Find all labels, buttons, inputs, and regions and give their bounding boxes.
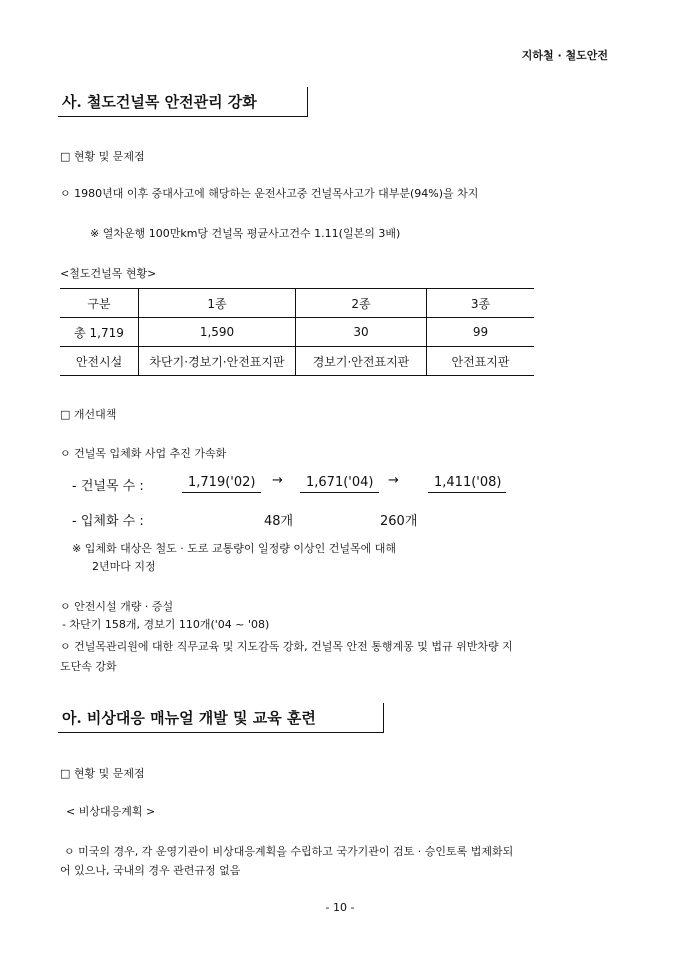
running-header: 지하철 · 철도안전 <box>521 49 608 62</box>
improvement-heading: □ 개선대책 <box>60 408 117 421</box>
crossing-count-2004: 1,671('04) <box>300 475 379 493</box>
status-heading-a: □ 현황 및 문제점 <box>60 767 145 780</box>
bullet-grade-separation: ㅇ 건널목 입체화 사업 추진 가속화 <box>60 447 227 460</box>
section-title-sa: 사. 철도건널목 안전관리 강화 <box>58 87 308 117</box>
table-cell: 총 1,719 <box>60 318 139 347</box>
table-cell: 차단기·경보기·안전표지판 <box>139 347 296 376</box>
bullet-guard-training-cont: 도단속 강화 <box>60 660 117 673</box>
bullet-guard-training: ㅇ 건널목관리원에 대한 직무교육 및 지도감독 강화, 건널목 안전 통행계몽 및 법규 위반차량 지 <box>60 640 513 653</box>
bullet-safety-facilities: ㅇ 안전시설 개량 · 증설 <box>60 600 174 613</box>
table-cell: 99 <box>427 318 535 347</box>
table-cell: 30 <box>296 318 427 347</box>
table-cell: 1,590 <box>139 318 296 347</box>
table-caption: <철도건널목 현황> <box>60 267 157 280</box>
crossing-count-2002: 1,719('02) <box>182 475 261 493</box>
grade-separation-48: 48개 <box>264 514 294 529</box>
note-designation: ※ 입체화 대상은 철도 · 도로 교통량이 일정량 이상인 건널목에 대해 <box>72 542 396 555</box>
note-designation-cont: 2년마다 지정 <box>92 560 156 573</box>
grade-separation-label: - 입체화 수 : <box>72 514 144 529</box>
table-header-cell: 구분 <box>60 289 139 318</box>
table-cell: 경보기·안전표지판 <box>296 347 427 376</box>
arrow-icon: → <box>388 473 399 488</box>
crossing-count-label: - 건널목 수 : <box>72 479 144 494</box>
note-accident-rate: ※ 열차운행 100만km당 건널목 평균사고건수 1.11(일본의 3배) <box>90 227 401 240</box>
paragraph-emergency: ㅇ 미국의 경우, 각 운영기관이 비상대응계획을 수립하고 국가기관이 검토 · 승인토록 법제화되 <box>64 845 514 858</box>
facilities-detail: - 차단기 158개, 경보기 110개('04 ~ '08) <box>62 618 270 631</box>
section-title-a: 아. 비상대응 매뉴얼 개발 및 교육 훈련 <box>58 703 384 733</box>
table-cell: 안전시설 <box>60 347 139 376</box>
table-header-row <box>60 289 534 318</box>
page-number: - 10 - <box>325 901 355 914</box>
table-row <box>60 347 534 376</box>
table-header-cell: 1종 <box>139 289 296 318</box>
table-row <box>60 318 534 347</box>
emergency-plan-label: < 비상대응계획 > <box>66 805 156 818</box>
table-cell: 안전표지판 <box>427 347 535 376</box>
crossing-count-2008: 1,411('08) <box>428 475 506 493</box>
paragraph-emergency-cont: 어 있으나, 국내의 경우 관련규정 없음 <box>60 864 241 877</box>
status-heading: □ 현황 및 문제점 <box>60 150 145 163</box>
table-header-cell: 3종 <box>427 289 535 318</box>
arrow-icon: → <box>272 473 283 488</box>
grade-separation-260: 260개 <box>380 514 418 529</box>
bullet-accident-stats: ㅇ 1980년대 이후 중대사고에 해당하는 운전사고중 건널목사고가 대부분(94%)을 차지 <box>60 187 479 200</box>
table-header-cell: 2종 <box>296 289 427 318</box>
crossing-status-table <box>60 288 534 376</box>
